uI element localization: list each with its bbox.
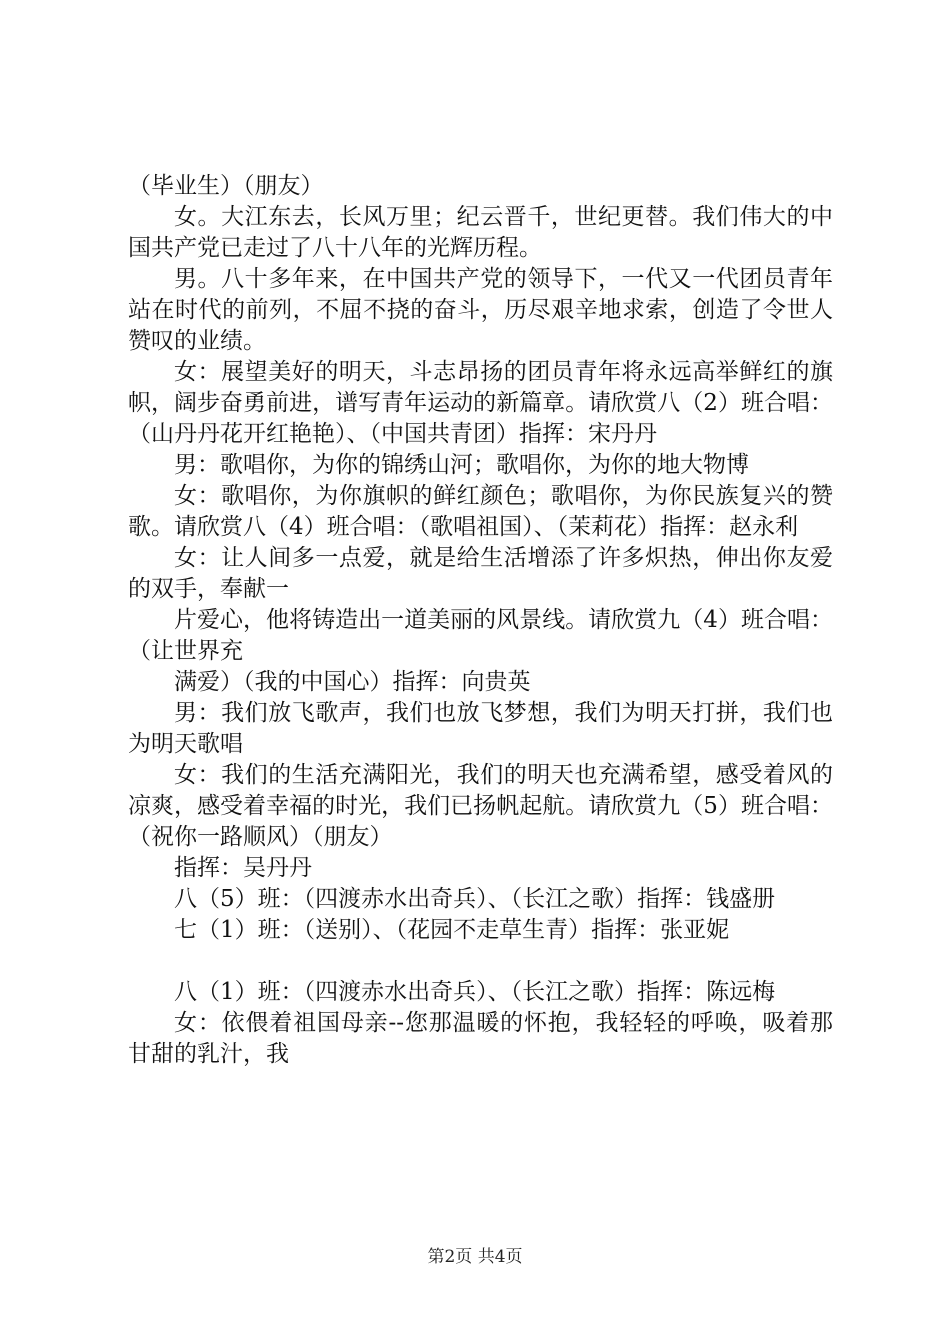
paragraph-male-eighty-years: 男。八十多年来，在中国共产党的领导下，一代又一代团员青年站在时代的前列，不屈不挠的奋斗，历尽艰辛地求索，创造了令世人赞叹的业绩。 [128, 266, 833, 354]
paragraph-female-class-9-5: 女：我们的生活充满阳光，我们的明天也充满希望，感受着风的凉爽，感受着幸福的时光，我们已扬帆起航。请欣赏九（5）班合唱：（祝你一路顺风）（朋友） [128, 762, 833, 850]
paragraph-female-class-8-2: 女：展望美好的明天，斗志昂扬的团员青年将永远高举鲜红的旗帜，阔步奋勇前进，谱写青年运动的新篇章。请欣赏八（2）班合唱：（山丹丹花开红艳艳）、（中国共青团）指挥：宋丹丹 [128, 359, 833, 447]
paragraph-female-intro: 女。大江东去，长风万里；纪云晋千，世纪更替。我们伟大的中国共产党已走过了八十八年的光辉历程。 [128, 204, 833, 261]
paragraph-class-8-5: 八（5）班：（四渡赤水出奇兵）、（长江之歌）指挥：钱盛册 [174, 886, 776, 912]
paragraph-female-motherland: 女：依偎着祖国母亲--您那温暖的怀抱，我轻轻的呼唤，吸着那甘甜的乳汁，我 [128, 1010, 833, 1067]
paragraph-female-class-8-4: 女：歌唱你，为你旗帜的鲜红颜色；歌唱你，为你民族复兴的赞歌。请欣赏八（4）班合唱：（歌唱祖国）、（茉莉花）指挥：赵永利 [128, 483, 833, 540]
paragraph-female-more-love: 女：让人间多一点爱，就是给生活增添了许多炽热，伸出你友爱的双手，奉献一 [128, 545, 833, 602]
page-number-footer: 第2页 共4页 [427, 1247, 523, 1267]
paragraph-graduates-friends: （毕业生）（朋友） [128, 173, 324, 199]
document-body [128, 171, 833, 1070]
paragraph-class-8-1: 八（1）班：（四渡赤水出奇兵）、（长江之歌）指挥：陈远梅 [174, 979, 776, 1005]
paragraph-male-sing-you: 男：歌唱你，为你的锦绣山河；歌唱你，为你的地大物博 [174, 452, 749, 478]
paragraph-male-release-songs: 男：我们放飞歌声，我们也放飞梦想，我们为明天打拼，我们也为明天歌唱 [128, 700, 833, 757]
paragraph-class-9-4-conductor: 满爱）（我的中国心）指挥：向贵英 [174, 669, 531, 695]
paragraph-class-9-4: 片爱心，他将铸造出一道美丽的风景线。请欣赏九（4）班合唱：（让世界充 [128, 607, 833, 664]
paragraph-conductor-wu: 指挥：吴丹丹 [174, 855, 312, 881]
paragraph-class-7-1: 七（1）班：（送别）、（花园不走草生青）指挥：张亚妮 [174, 917, 730, 943]
